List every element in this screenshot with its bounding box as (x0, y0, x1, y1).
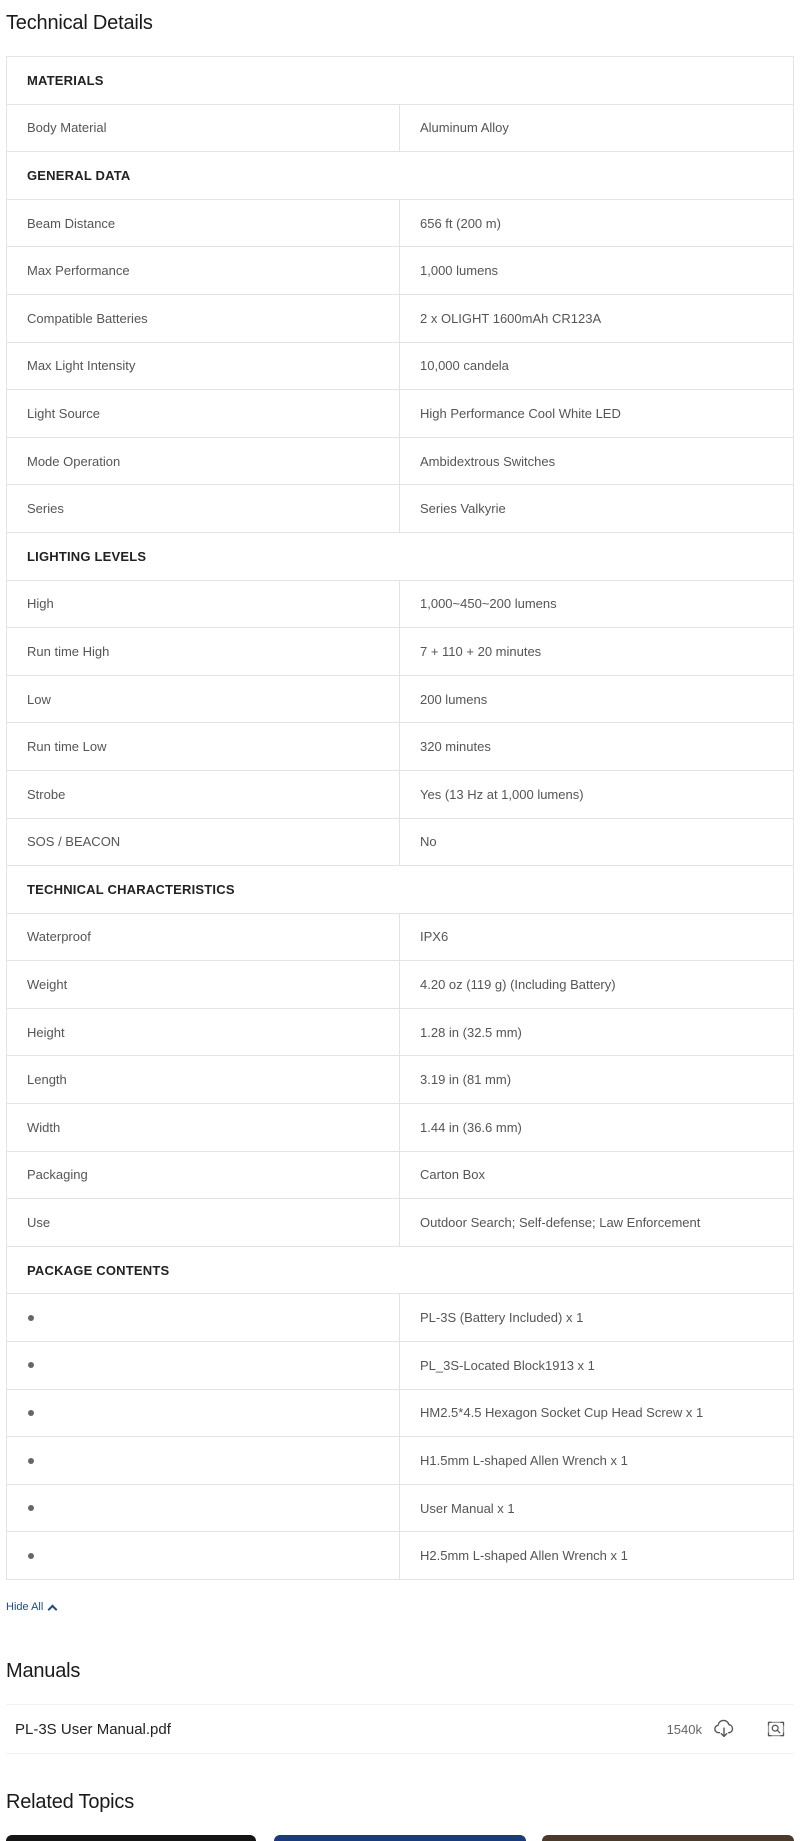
hide-all-label: Hide All (6, 1601, 44, 1613)
spec-value: 1,000~450~200 lumens (420, 596, 557, 612)
spec-value: PL_3S-Located Block1913 x 1 (420, 1357, 595, 1373)
spec-row (7, 1152, 793, 1200)
preview-search-icon[interactable] (762, 1715, 790, 1743)
spec-row (7, 343, 793, 391)
spec-group-header (7, 57, 793, 105)
spec-value: 10,000 candela (420, 358, 509, 374)
spec-name: High (7, 581, 400, 628)
spec-table (6, 56, 794, 1580)
spec-name: Run time Low (7, 723, 400, 770)
spec-value: Carton Box (420, 1167, 486, 1183)
spec-value: 1,000 lumens (420, 263, 499, 279)
spec-name: Max Performance (7, 247, 400, 294)
spec-group-label: PACKAGE CONTENTS (27, 1262, 170, 1278)
manual-file-name[interactable]: PL-3S User Manual.pdf (15, 1720, 171, 1738)
hide-all-toggle[interactable] (6, 1601, 56, 1613)
spec-row (7, 295, 793, 343)
spec-row (7, 200, 793, 248)
spec-group-label: GENERAL DATA (27, 167, 131, 183)
spec-name: Low (7, 676, 400, 723)
spec-value: 2 x OLIGHT 1600mAh CR123A (420, 310, 602, 326)
spec-group-label: TECHNICAL CHARACTERISTICS (27, 881, 235, 897)
spec-value: H1.5mm L-shaped Allen Wrench x 1 (420, 1453, 628, 1469)
spec-bullet-cell (7, 1532, 400, 1579)
spec-name: Run time High (7, 628, 400, 675)
spec-value: PL-3S (Battery Included) x 1 (420, 1310, 584, 1326)
related-topic-card[interactable] (274, 1835, 526, 1841)
spec-row (7, 1342, 793, 1390)
bullet-icon (28, 1315, 34, 1321)
spec-name: Max Light Intensity (7, 343, 400, 390)
spec-row (7, 1532, 793, 1580)
spec-value: 656 ft (200 m) (420, 215, 501, 231)
bullet-icon (28, 1505, 34, 1511)
spec-name: SOS / BEACON (7, 819, 400, 866)
spec-value: 3.19 in (81 mm) (420, 1072, 512, 1088)
spec-value: No (420, 834, 437, 850)
spec-row (7, 1485, 793, 1533)
spec-name: Packaging (7, 1152, 400, 1199)
spec-row (7, 1199, 793, 1247)
spec-value: High Performance Cool White LED (420, 405, 621, 421)
spec-name: Mode Operation (7, 438, 400, 485)
spec-row (7, 628, 793, 676)
spec-value: Series Valkyrie (420, 501, 506, 517)
spec-name: Light Source (7, 390, 400, 437)
spec-name: Series (7, 485, 400, 532)
spec-row (7, 105, 793, 153)
spec-row (7, 1104, 793, 1152)
spec-bullet-cell (7, 1342, 400, 1389)
spec-name: Strobe (7, 771, 400, 818)
spec-name: Beam Distance (7, 200, 400, 247)
spec-bullet-cell (7, 1390, 400, 1437)
spec-row (7, 485, 793, 533)
spec-name: Use (7, 1199, 400, 1246)
related-topics-title: Related Topics (6, 1791, 135, 1813)
manuals-title: Manuals (6, 1660, 81, 1682)
spec-row (7, 438, 793, 486)
spec-row (7, 1294, 793, 1342)
spec-group-header (7, 533, 793, 581)
spec-name: Length (7, 1056, 400, 1103)
spec-name: Width (7, 1104, 400, 1151)
spec-group-header (7, 152, 793, 200)
bullet-icon (28, 1458, 34, 1464)
spec-row (7, 390, 793, 438)
spec-value: HM2.5*4.5 Hexagon Socket Cup Head Screw x 1 (420, 1405, 704, 1421)
spec-value: 7 + 110 + 20 minutes (420, 643, 542, 659)
spec-name: Height (7, 1009, 400, 1056)
spec-row (7, 723, 793, 771)
spec-row (7, 581, 793, 629)
spec-group-header (7, 866, 793, 914)
cloud-download-icon[interactable] (710, 1715, 738, 1743)
manual-item[interactable] (6, 1704, 794, 1754)
spec-group-label: LIGHTING LEVELS (27, 548, 147, 564)
spec-value: H2.5mm L-shaped Allen Wrench x 1 (420, 1548, 628, 1564)
spec-group-header (7, 1247, 793, 1295)
manual-file-size: 1540k (666, 1721, 702, 1737)
spec-value: Ambidextrous Switches (420, 453, 556, 469)
spec-value: 1.28 in (32.5 mm) (420, 1024, 522, 1040)
spec-value: 4.20 oz (119 g) (Including Battery) (420, 977, 616, 993)
chevron-up-icon (48, 1604, 58, 1614)
spec-bullet-cell (7, 1294, 400, 1341)
technical-details-title: Technical Details (6, 12, 153, 34)
spec-name: Compatible Batteries (7, 295, 400, 342)
spec-row (7, 676, 793, 724)
spec-row (7, 771, 793, 819)
spec-bullet-cell (7, 1485, 400, 1532)
spec-row (7, 819, 793, 867)
spec-row (7, 1009, 793, 1057)
spec-value: 1.44 in (36.6 mm) (420, 1119, 522, 1135)
spec-row (7, 1390, 793, 1438)
spec-row (7, 961, 793, 1009)
bullet-icon (28, 1362, 34, 1368)
spec-value: Outdoor Search; Self-defense; Law Enforcement (420, 1215, 701, 1231)
spec-value: Aluminum Alloy (420, 120, 509, 136)
spec-name: Weight (7, 961, 400, 1008)
spec-row (7, 247, 793, 295)
related-topic-card[interactable] (542, 1835, 794, 1841)
spec-group-label: MATERIALS (27, 72, 104, 88)
bullet-icon (28, 1553, 34, 1559)
spec-row (7, 1056, 793, 1104)
spec-name: Waterproof (7, 914, 400, 961)
spec-value: IPX6 (420, 929, 449, 945)
spec-row (7, 1437, 793, 1485)
spec-value: User Manual x 1 (420, 1500, 515, 1516)
spec-value: 200 lumens (420, 691, 488, 707)
spec-row (7, 914, 793, 962)
spec-value: 320 minutes (420, 739, 491, 755)
related-topic-card[interactable] (6, 1835, 256, 1841)
spec-name: Body Material (7, 105, 400, 152)
spec-value: Yes (13 Hz at 1,000 lumens) (420, 786, 584, 802)
bullet-icon (28, 1410, 34, 1416)
spec-bullet-cell (7, 1437, 400, 1484)
